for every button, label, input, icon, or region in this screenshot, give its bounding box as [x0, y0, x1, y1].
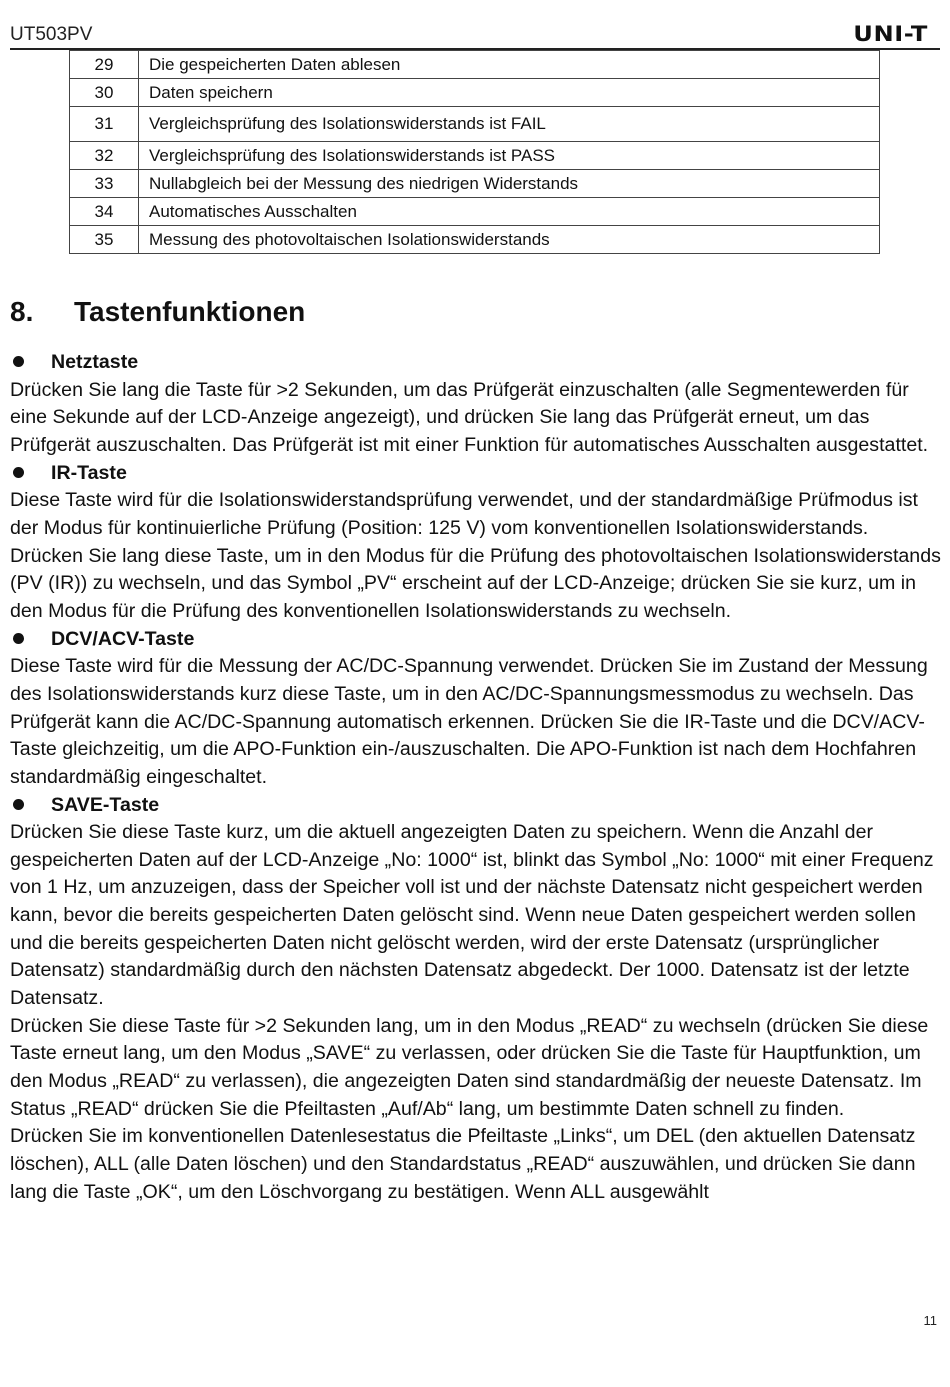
dcv-key-title: DCV/ACV-Taste — [51, 627, 195, 650]
section-number: 8. — [10, 296, 34, 327]
row-number: 31 — [70, 107, 139, 142]
brand-logo: UNI-T — [853, 22, 928, 46]
row-description: Daten speichern — [139, 79, 880, 107]
save-key-title: SAVE-Taste — [51, 793, 160, 816]
row-number: 35 — [70, 226, 139, 254]
netz-key-description: Drücken Sie lang die Taste für >2 Sekunden, um das Prüfgerät einzuschalten (alle Segmentewerden für eine Sekunde auf der LCD-Anzeige angezeigt), und drücken Sie lang das Prüfgerät erneut, um das Prüfgerät auszuschalten. Das Prüfgerät ist mit einer Funktion für automatisches Ausschalten ausgestattet. — [10, 378, 929, 456]
row-description: Vergleichsprüfung des Isolationswiderstands ist FAIL — [139, 107, 880, 142]
bullet-icon — [13, 467, 24, 478]
section-heading — [10, 296, 305, 328]
save-key-description-1: Drücken Sie diese Taste kurz, um die aktuell angezeigten Daten zu speichern. Wenn die Anzahl der gespeicherten Daten auf der LCD-Anzeige „No: 1000“ ist, blinkt das Symbol „No: 1000“ mit einer Frequenz von 1 Hz, um anzuzeigen, dass der Speicher voll ist und der nächste Datensatz nicht gespeichert werden kann, bevor die bereits gespeicherten Daten gelöscht sind. Wenn neue Daten gespeichert werden sollen und die bereits gespeicherten Daten nicht gelöscht werden, wird der erste Datensatz (ursprünglicher Datensatz) standardmäßig durch den nächsten Datensatz abgedeckt. Der 1000. Datensatz ist der letzte Datensatz. — [10, 821, 934, 1010]
symbol-table — [69, 50, 880, 254]
netz-key-heading — [10, 349, 945, 377]
ir-key-heading — [10, 460, 945, 488]
dcv-key-description: Diese Taste wird für die Messung der AC/DC-Spannung verwendet. Drücken Sie im Zustand der Messung des Isolationswiderstands kurz diese Taste, um in den AC/DC-Spannungsmessmodus zu wechseln. Das Prüfgerät kann die AC/DC-Spannung automatisch erkennen. Drücken Sie die IR-Taste und die DCV/ACV-Taste gleichzeitig, um die APO-Funktion ein-/auszuschalten. Die APO-Funktion ist nach dem Hochfahren standardmäßig eingeschaltet. — [10, 655, 928, 788]
table-row — [70, 142, 880, 170]
bullet-icon — [13, 633, 24, 644]
row-description: Die gespeicherten Daten ablesen — [139, 51, 880, 79]
dcv-key-heading — [10, 626, 945, 654]
save-key-description-3: Drücken Sie im konventionellen Datenlesestatus die Pfeiltaste „Links“, um DEL (den aktuellen Datensatz löschen), ALL (alle Daten löschen) und den Standardstatus „READ“ auszuwählen, und drücken Sie dann lang die Taste „OK“, um den Löschvorgang zu bestätigen. Wenn ALL ausgewählt — [10, 1125, 916, 1203]
table-row — [70, 226, 880, 254]
page-number: 11 — [923, 1313, 937, 1328]
ir-key-title: IR-Taste — [51, 461, 127, 484]
ir-key-description: Diese Taste wird für die Isolationswiderstandsprüfung verwendet, und der standardmäßige Prüfmodus ist der Modus für kontinuierliche Prüfung (Position: 125 V) vom konventionellen Isolationswiderstands. Drücken Sie lang diese Taste, um in den Modus für die Prüfung des photovoltaischen Isolationswiderstands (PV (IR)) zu wechseln, und das Symbol „PV“ erscheint auf der LCD-Anzeige; drücken Sie sie kurz, um in den Modus für die Prüfung des konventionellen Isolationswiderstands zu wechseln. — [10, 489, 941, 622]
table-row — [70, 79, 880, 107]
row-description: Automatisches Ausschalten — [139, 198, 880, 226]
table-row — [70, 170, 880, 198]
row-number: 32 — [70, 142, 139, 170]
table-row — [70, 198, 880, 226]
row-description: Nullabgleich bei der Messung des niedrigen Widerstands — [139, 170, 880, 198]
netz-key-title: Netztaste — [51, 351, 139, 373]
section-title: Tastenfunktionen — [74, 296, 306, 327]
key-functions-content — [10, 349, 945, 1206]
bullet-icon — [13, 356, 24, 367]
save-key-description-2: Drücken Sie diese Taste für >2 Sekunden lang, um in den Modus „READ“ zu wechseln (drücken Sie diese Taste erneut lang, um den Modus „SAVE“ zu verlassen, oder drücken Sie die Taste für Hauptfunktion, um den Modus „READ“ zu verlassen), die angezeigten Daten sind standardmäßig der neueste Datensatz. Im Status „READ“ drücken Sie die Pfeiltasten „Auf/Ab“ lang, um bestimmte Daten schnell zu finden. — [10, 1014, 929, 1120]
model-name: UT503PV — [10, 24, 93, 45]
row-number: 30 — [70, 79, 139, 107]
row-number: 29 — [70, 51, 139, 79]
table-row — [70, 107, 880, 142]
bullet-icon — [13, 799, 24, 810]
table-row — [70, 51, 880, 79]
row-description: Messung des photovoltaischen Isolationswiderstands — [139, 226, 880, 254]
page-header — [10, 22, 940, 50]
save-key-heading — [10, 792, 945, 820]
row-number: 34 — [70, 198, 139, 226]
row-number: 33 — [70, 170, 139, 198]
row-description: Vergleichsprüfung des Isolationswiderstands ist PASS — [139, 142, 880, 170]
